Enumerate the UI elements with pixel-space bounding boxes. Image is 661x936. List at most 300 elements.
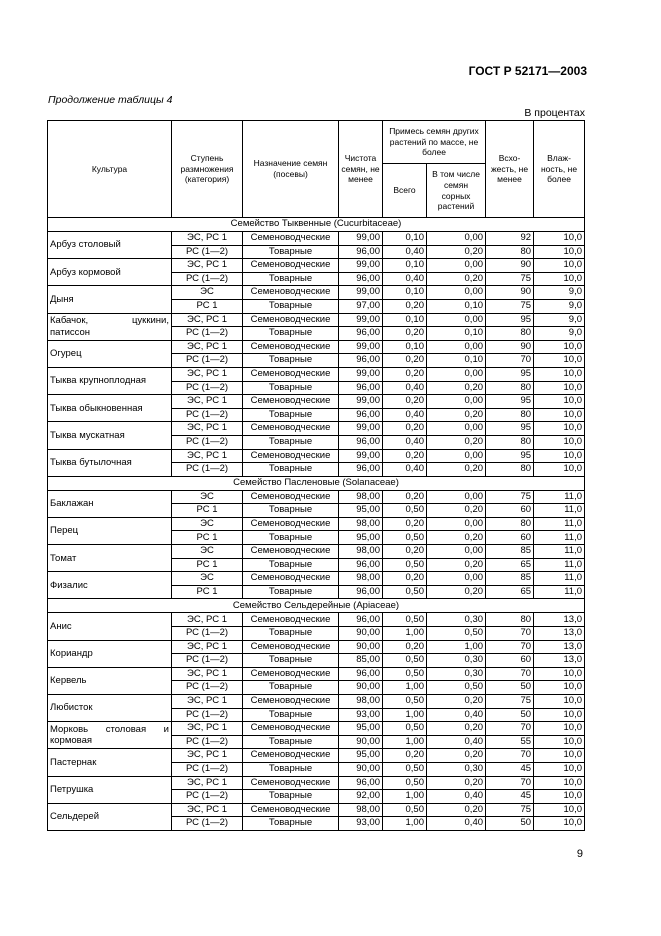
purpose-cell: Семеноводческие [243,286,339,300]
impurity-weeds-cell: 0,40 [427,708,486,722]
impurity-total-cell: 0,20 [383,299,427,313]
germination-cell: 80 [486,613,534,627]
moisture-cell: 11,0 [534,585,585,599]
moisture-cell: 9,0 [534,313,585,327]
purity-cell: 96,00 [339,776,383,790]
stage-cell: ЭС, РС 1 [172,695,243,709]
purpose-cell: Товарные [243,817,339,831]
germination-cell: 70 [486,354,534,368]
purity-cell: 90,00 [339,735,383,749]
impurity-total-cell: 0,20 [383,749,427,763]
germination-cell: 75 [486,490,534,504]
purity-cell: 90,00 [339,681,383,695]
impurity-total-cell: 1,00 [383,790,427,804]
moisture-cell: 10,0 [534,408,585,422]
germination-cell: 80 [486,381,534,395]
purpose-cell: Семеноводческие [243,367,339,381]
purity-cell: 99,00 [339,313,383,327]
impurity-total-cell: 0,50 [383,695,427,709]
table-row [48,395,585,409]
stage-cell: РС 1 [172,585,243,599]
purity-cell: 95,00 [339,722,383,736]
moisture-cell: 11,0 [534,490,585,504]
impurity-total-cell: 0,50 [383,531,427,545]
impurity-weeds-cell: 0,20 [427,463,486,477]
impurity-weeds-cell: 0,00 [427,367,486,381]
germination-cell: 75 [486,803,534,817]
impurity-weeds-cell: 0,00 [427,545,486,559]
impurity-total-cell: 0,50 [383,654,427,668]
germination-cell: 45 [486,762,534,776]
purity-cell: 99,00 [339,340,383,354]
moisture-cell: 11,0 [534,572,585,586]
impurity-weeds-cell: 0,20 [427,722,486,736]
purity-cell: 95,00 [339,504,383,518]
stage-cell: РС (1—2) [172,735,243,749]
impurity-weeds-cell: 0,00 [427,517,486,531]
stage-cell: ЭС, РС 1 [172,422,243,436]
impurity-total-cell: 0,20 [383,449,427,463]
purity-cell: 99,00 [339,232,383,246]
purity-cell: 90,00 [339,640,383,654]
stage-cell: РС 1 [172,504,243,518]
purpose-cell: Семеноводческие [243,545,339,559]
stage-cell: ЭС, РС 1 [172,340,243,354]
crop-name: Физалис [48,572,172,599]
impurity-total-cell: 0,40 [383,408,427,422]
germination-cell: 55 [486,735,534,749]
stage-cell: ЭС [172,490,243,504]
table-row [48,259,585,273]
moisture-cell: 10,0 [534,667,585,681]
impurity-total-cell: 0,40 [383,435,427,449]
header-stage: Ступень размножения (категория) [172,121,243,218]
purity-cell: 96,00 [339,613,383,627]
germination-cell: 45 [486,790,534,804]
germination-cell: 95 [486,395,534,409]
impurity-weeds-cell: 0,20 [427,408,486,422]
impurity-weeds-cell: 0,20 [427,245,486,259]
purity-cell: 96,00 [339,435,383,449]
impurity-total-cell: 0,50 [383,722,427,736]
impurity-weeds-cell: 0,00 [427,449,486,463]
crop-name: Пастернак [48,749,172,776]
moisture-cell: 10,0 [534,735,585,749]
stage-cell: ЭС [172,545,243,559]
impurity-weeds-cell: 0,00 [427,340,486,354]
moisture-cell: 11,0 [534,504,585,518]
stage-cell: ЭС, РС 1 [172,449,243,463]
header-purpose: Назначение семян (посевы) [243,121,339,218]
moisture-cell: 10,0 [534,340,585,354]
moisture-cell: 13,0 [534,627,585,641]
purpose-cell: Семеноводческие [243,640,339,654]
germination-cell: 90 [486,286,534,300]
purpose-cell: Семеноводческие [243,259,339,273]
germination-cell: 80 [486,435,534,449]
impurity-total-cell: 0,40 [383,245,427,259]
impurity-total-cell: 0,50 [383,762,427,776]
table-row [48,517,585,531]
purpose-cell: Товарные [243,504,339,518]
impurity-weeds-cell: 0,20 [427,776,486,790]
stage-cell: РС (1—2) [172,654,243,668]
stage-cell: ЭС [172,572,243,586]
impurity-weeds-cell: 0,00 [427,232,486,246]
impurity-total-cell: 0,20 [383,367,427,381]
moisture-cell: 10,0 [534,776,585,790]
purpose-cell: Товарные [243,381,339,395]
purity-cell: 93,00 [339,817,383,831]
purpose-cell: Семеноводческие [243,803,339,817]
family-row [48,218,585,232]
stage-cell: ЭС, РС 1 [172,749,243,763]
stage-cell: ЭС, РС 1 [172,722,243,736]
purpose-cell: Товарные [243,463,339,477]
purity-cell: 99,00 [339,422,383,436]
purity-cell: 90,00 [339,762,383,776]
table-row [48,722,585,736]
germination-cell: 95 [486,367,534,381]
impurity-weeds-cell: 0,50 [427,681,486,695]
moisture-cell: 11,0 [534,531,585,545]
moisture-cell: 10,0 [534,435,585,449]
stage-cell: ЭС, РС 1 [172,232,243,246]
purity-cell: 95,00 [339,531,383,545]
table-row [48,776,585,790]
purity-cell: 96,00 [339,381,383,395]
impurity-total-cell: 0,50 [383,585,427,599]
stage-cell: РС 1 [172,558,243,572]
crop-name: Тыква бутылочная [48,449,172,476]
impurity-weeds-cell: 0,20 [427,585,486,599]
table-row [48,803,585,817]
crop-name: Кабачок, цуккини, патиссон [48,313,172,340]
purity-cell: 93,00 [339,708,383,722]
purity-cell: 96,00 [339,463,383,477]
impurity-total-cell: 0,20 [383,395,427,409]
moisture-cell: 10,0 [534,749,585,763]
impurity-weeds-cell: 0,10 [427,327,486,341]
page-number: 9 [576,848,583,860]
impurity-weeds-cell: 0,50 [427,627,486,641]
purity-cell: 98,00 [339,545,383,559]
table-row [48,313,585,327]
germination-cell: 80 [486,517,534,531]
purpose-cell: Семеноводческие [243,490,339,504]
purpose-cell: Товарные [243,354,339,368]
purpose-cell: Товарные [243,327,339,341]
purpose-cell: Семеноводческие [243,613,339,627]
moisture-cell: 10,0 [534,762,585,776]
stage-cell: ЭС, РС 1 [172,640,243,654]
germination-cell: 90 [486,340,534,354]
table-row [48,286,585,300]
impurity-weeds-cell: 0,20 [427,803,486,817]
table-row [48,667,585,681]
crop-name: Арбуз кормовой [48,259,172,286]
family-row [48,476,585,490]
impurity-total-cell: 0,20 [383,572,427,586]
impurity-total-cell: 1,00 [383,817,427,831]
header-impurity-total: Всего [383,164,427,218]
moisture-cell: 9,0 [534,286,585,300]
stage-cell: ЭС, РС 1 [172,395,243,409]
stage-cell: РС (1—2) [172,435,243,449]
stage-cell: РС (1—2) [172,272,243,286]
impurity-weeds-cell: 0,20 [427,381,486,395]
germination-cell: 80 [486,463,534,477]
germination-cell: 70 [486,640,534,654]
purpose-cell: Семеноводческие [243,776,339,790]
impurity-weeds-cell: 0,20 [427,749,486,763]
impurity-total-cell: 0,50 [383,803,427,817]
purity-cell: 96,00 [339,327,383,341]
stage-cell: РС (1—2) [172,408,243,422]
header-purity: Чистота семян, не менее [339,121,383,218]
purpose-cell: Товарные [243,735,339,749]
purity-cell: 96,00 [339,354,383,368]
purity-cell: 98,00 [339,803,383,817]
crop-name: Сельдерей [48,803,172,830]
moisture-cell: 10,0 [534,232,585,246]
impurity-weeds-cell: 0,30 [427,667,486,681]
stage-cell: РС (1—2) [172,681,243,695]
stage-cell: РС (1—2) [172,708,243,722]
impurity-weeds-cell: 0,00 [427,395,486,409]
purpose-cell: Семеноводческие [243,449,339,463]
impurity-total-cell: 0,10 [383,232,427,246]
germination-cell: 95 [486,449,534,463]
impurity-weeds-cell: 0,10 [427,354,486,368]
header-moisture: Влаж-ность, не более [534,121,585,218]
impurity-total-cell: 1,00 [383,681,427,695]
units-label: В процентах [524,107,585,119]
germination-cell: 80 [486,327,534,341]
purity-cell: 99,00 [339,286,383,300]
stage-cell: ЭС, РС 1 [172,803,243,817]
impurity-weeds-cell: 0,20 [427,272,486,286]
family-name: Семейство Пасленовые (Solanaceae) [48,476,585,490]
impurity-total-cell: 0,10 [383,340,427,354]
impurity-weeds-cell: 0,00 [427,490,486,504]
table-body [48,218,585,831]
stage-cell: РС (1—2) [172,627,243,641]
purpose-cell: Товарные [243,558,339,572]
purpose-cell: Семеноводческие [243,572,339,586]
moisture-cell: 11,0 [534,517,585,531]
moisture-cell: 10,0 [534,422,585,436]
impurity-total-cell: 0,20 [383,517,427,531]
moisture-cell: 10,0 [534,722,585,736]
impurity-weeds-cell: 0,00 [427,259,486,273]
purity-cell: 96,00 [339,585,383,599]
stage-cell: РС (1—2) [172,790,243,804]
header-impurity: Примесь семян других растений по массе, не более [383,121,486,164]
impurity-total-cell: 0,20 [383,422,427,436]
moisture-cell: 10,0 [534,449,585,463]
germination-cell: 80 [486,245,534,259]
stage-cell: ЭС, РС 1 [172,667,243,681]
moisture-cell: 10,0 [534,708,585,722]
germination-cell: 65 [486,585,534,599]
table-row [48,422,585,436]
purity-cell: 98,00 [339,517,383,531]
purpose-cell: Семеноводческие [243,340,339,354]
germination-cell: 60 [486,654,534,668]
moisture-cell: 10,0 [534,395,585,409]
germination-cell: 90 [486,259,534,273]
stage-cell: ЭС, РС 1 [172,259,243,273]
impurity-weeds-cell: 1,00 [427,640,486,654]
moisture-cell: 10,0 [534,272,585,286]
purpose-cell: Семеноводческие [243,667,339,681]
moisture-cell: 10,0 [534,681,585,695]
purity-cell: 85,00 [339,654,383,668]
germination-cell: 60 [486,531,534,545]
stage-cell: РС (1—2) [172,245,243,259]
table-row [48,695,585,709]
purity-cell: 98,00 [339,490,383,504]
purpose-cell: Товарные [243,585,339,599]
purity-cell: 98,00 [339,695,383,709]
germination-cell: 60 [486,504,534,518]
purpose-cell: Товарные [243,762,339,776]
family-name: Семейство Тыквенные (Cucurbitaceae) [48,218,585,232]
germination-cell: 95 [486,422,534,436]
stage-cell: РС (1—2) [172,463,243,477]
germination-cell: 50 [486,708,534,722]
crop-name: Огурец [48,340,172,367]
purpose-cell: Семеноводческие [243,395,339,409]
impurity-total-cell: 0,20 [383,640,427,654]
purity-cell: 96,00 [339,245,383,259]
purpose-cell: Семеноводческие [243,749,339,763]
impurity-total-cell: 0,50 [383,667,427,681]
moisture-cell: 13,0 [534,640,585,654]
table-row [48,749,585,763]
germination-cell: 50 [486,681,534,695]
purpose-cell: Товарные [243,654,339,668]
stage-cell: РС (1—2) [172,762,243,776]
stage-cell: ЭС [172,286,243,300]
impurity-total-cell: 0,40 [383,272,427,286]
germination-cell: 80 [486,408,534,422]
crop-name: Морковь столовая и кормовая [48,722,172,749]
impurity-weeds-cell: 0,10 [427,299,486,313]
purpose-cell: Товарные [243,435,339,449]
table-row [48,545,585,559]
purpose-cell: Семеноводческие [243,695,339,709]
purity-cell: 99,00 [339,259,383,273]
germination-cell: 75 [486,299,534,313]
germination-cell: 70 [486,667,534,681]
germination-cell: 50 [486,817,534,831]
impurity-total-cell: 0,40 [383,463,427,477]
purpose-cell: Товарные [243,408,339,422]
purity-cell: 96,00 [339,558,383,572]
impurity-weeds-cell: 0,00 [427,572,486,586]
impurity-weeds-cell: 0,00 [427,286,486,300]
moisture-cell: 13,0 [534,613,585,627]
impurity-weeds-cell: 0,00 [427,313,486,327]
purity-cell: 92,00 [339,790,383,804]
purpose-cell: Семеноводческие [243,722,339,736]
table-row [48,340,585,354]
stage-cell: РС 1 [172,299,243,313]
purity-cell: 99,00 [339,367,383,381]
table-row [48,449,585,463]
crop-name: Тыква крупноплодная [48,367,172,394]
impurity-total-cell: 0,50 [383,504,427,518]
purpose-cell: Товарные [243,299,339,313]
impurity-total-cell: 0,20 [383,327,427,341]
purpose-cell: Товарные [243,531,339,545]
purpose-cell: Семеноводческие [243,422,339,436]
germination-cell: 70 [486,722,534,736]
crop-name: Анис [48,613,172,640]
stage-cell: РС (1—2) [172,327,243,341]
purpose-cell: Товарные [243,272,339,286]
purity-cell: 97,00 [339,299,383,313]
moisture-cell: 9,0 [534,299,585,313]
crop-name: Дыня [48,286,172,313]
impurity-weeds-cell: 0,30 [427,613,486,627]
impurity-weeds-cell: 0,20 [427,558,486,572]
impurity-total-cell: 0,20 [383,354,427,368]
header-germination: Всхо-жесть, не менее [486,121,534,218]
moisture-cell: 11,0 [534,545,585,559]
germination-cell: 65 [486,558,534,572]
crop-name: Тыква обыкновенная [48,395,172,422]
table-row [48,640,585,654]
purpose-cell: Семеноводческие [243,232,339,246]
germination-cell: 95 [486,313,534,327]
purpose-cell: Товарные [243,708,339,722]
impurity-total-cell: 1,00 [383,708,427,722]
moisture-cell: 10,0 [534,463,585,477]
purpose-cell: Товарные [243,245,339,259]
stage-cell: РС (1—2) [172,354,243,368]
impurity-weeds-cell: 0,20 [427,504,486,518]
moisture-cell: 10,0 [534,259,585,273]
crop-name: Кориандр [48,640,172,667]
moisture-cell: 10,0 [534,367,585,381]
header-impurity-weeds: В том числе семян сорных растений [427,164,486,218]
stage-cell: РС (1—2) [172,817,243,831]
impurity-weeds-cell: 0,30 [427,762,486,776]
crop-name: Тыква мускатная [48,422,172,449]
family-name: Семейство Сельдерейные (Apiaceae) [48,599,585,613]
impurity-total-cell: 0,20 [383,490,427,504]
moisture-cell: 10,0 [534,381,585,395]
impurity-total-cell: 1,00 [383,735,427,749]
impurity-total-cell: 0,20 [383,545,427,559]
crop-name: Перец [48,517,172,544]
impurity-total-cell: 0,10 [383,313,427,327]
moisture-cell: 13,0 [534,654,585,668]
impurity-total-cell: 0,50 [383,558,427,572]
crop-name: Арбуз столовый [48,232,172,259]
purpose-cell: Товарные [243,790,339,804]
header-crop: Культура [48,121,172,218]
purpose-cell: Семеноводческие [243,517,339,531]
impurity-weeds-cell: 0,40 [427,817,486,831]
table-row [48,232,585,246]
purpose-cell: Товарные [243,681,339,695]
impurity-weeds-cell: 0,20 [427,531,486,545]
moisture-cell: 10,0 [534,803,585,817]
